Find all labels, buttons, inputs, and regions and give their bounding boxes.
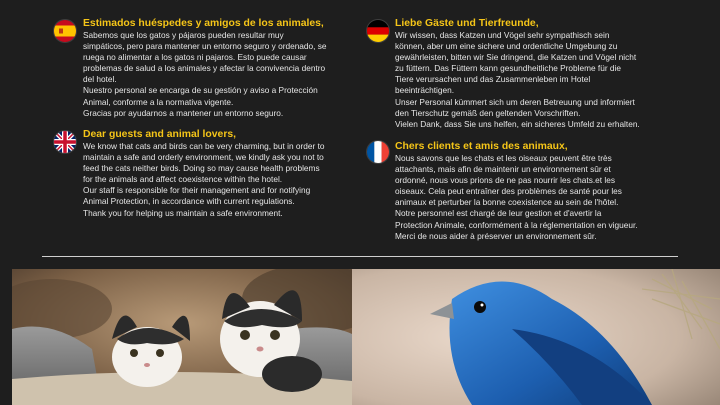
section-fr-line: Merci de nous aider à préserver un environnement sûr.: [395, 230, 597, 241]
section-fr-line: attachants, mais afin de maintenir un environnement sûr et: [395, 164, 611, 175]
section-fr-body: [395, 153, 695, 242]
section-de: [395, 18, 695, 130]
section-divider: [42, 256, 678, 257]
section-en-line: for the animals and affect coexistence within the hotel.: [83, 174, 283, 185]
section-en: [83, 129, 363, 219]
section-de-title: Liebe Gäste und Tierfreunde,: [395, 18, 539, 29]
section-en-line: feed the cats neither birds. Doing so may cause health problems: [83, 163, 320, 174]
section-fr-line: Nous savons que les chats et les oiseaux peuvent être très: [395, 153, 612, 163]
section-fr-line: Protection Animale, conformément à la réglementation en vigueur.: [395, 219, 638, 230]
section-en-line: Our staff is responsible for their management and for notifying: [83, 185, 311, 196]
section-fr-title: Chers clients et amis des animaux,: [395, 141, 568, 152]
section-de-line: Wir wissen, dass Katzen und Vögel sehr sympathisch sein: [395, 30, 610, 40]
france-flag-icon: [367, 141, 389, 163]
section-de-line: Tiere verursachen und das Zusammenleben im Hotel: [395, 74, 591, 85]
section-es-line: Gracias por ayudarnos a mantener un entorno seguro.: [83, 107, 284, 118]
section-es-line: simpáticos, pero para mantener un entorno seguro y ordenado, se: [83, 41, 327, 52]
section-fr-line: ordonné, nous vous prions de ne pas nourrir les chats.et les: [395, 175, 615, 186]
section-es-line: Animal, conforme a la normativa vigente.: [83, 96, 234, 107]
section-de-line: beeinträchtigen.: [395, 85, 455, 96]
section-fr-line: Notre personnel est chargé de leur gestion et d'avertir la: [395, 208, 602, 219]
section-es-line: Nuestro personal se encarga de su gestión y aviso a Protección: [83, 85, 318, 96]
section-en-body: [83, 141, 363, 219]
section-es-line: ruega no alimentar a los gatos ni pajaros. Esto puede causar: [83, 52, 307, 63]
section-es: [83, 18, 363, 119]
section-de-line: können, aber um eine sichere und ordentliche Umgebung zu: [395, 41, 618, 52]
section-es-line: Sabemos que los gatos y pájaros pueden resultar muy: [83, 30, 284, 40]
germany-flag-icon: [367, 20, 389, 42]
section-es-title: Estimados huéspedes y amigos de los animales,: [83, 18, 324, 29]
section-en-title: Dear guests and animal lovers,: [83, 129, 237, 140]
blue-bird-photo: [352, 269, 720, 405]
section-fr-line: animaux et perturber la bonne coexistence au sein de l'hôtel.: [395, 197, 619, 208]
section-es-line: del hotel.: [83, 74, 117, 85]
section-de-line: gewährleisten, bitten wir Sie dringend, die Katzen und Vögel nicht: [395, 52, 637, 63]
section-de-line: zu füttern. Das Füttern kann gesundheitliche Probleme für die: [395, 63, 621, 74]
section-de-body: [395, 30, 695, 130]
section-en-line: Animal Protection, in accordance with current regulations.: [83, 196, 295, 207]
uk-flag-icon: [54, 131, 76, 153]
spain-flag-icon: [54, 20, 76, 42]
section-en-line: Thank you for helping us maintain a safe environment.: [83, 207, 283, 218]
section-fr: [395, 141, 695, 242]
section-de-line: Vielen Dank, dass Sie uns helfen, ein sicheres Umfeld zu erhalten.: [395, 118, 640, 129]
section-de-line: Unser Personal kümmert sich um deren Betreuung und informiert: [395, 96, 635, 107]
section-es-line: problemas de salud a los animales y afectar la convivencia dentro: [83, 63, 326, 74]
section-es-body: [83, 30, 363, 119]
kittens-photo: [12, 269, 352, 405]
section-en-line: We know that cats and birds can be very charming, but in order to: [83, 141, 325, 151]
section-fr-line: oiseaux. Cela peut entraîner des problèmes de santé pour les: [395, 186, 622, 197]
section-de-line: den Tierschutz gemäß den geltenden Vorschriften.: [395, 107, 581, 118]
section-en-line: maintain a safe and orderly environment, we kindly ask you not to: [83, 152, 324, 163]
